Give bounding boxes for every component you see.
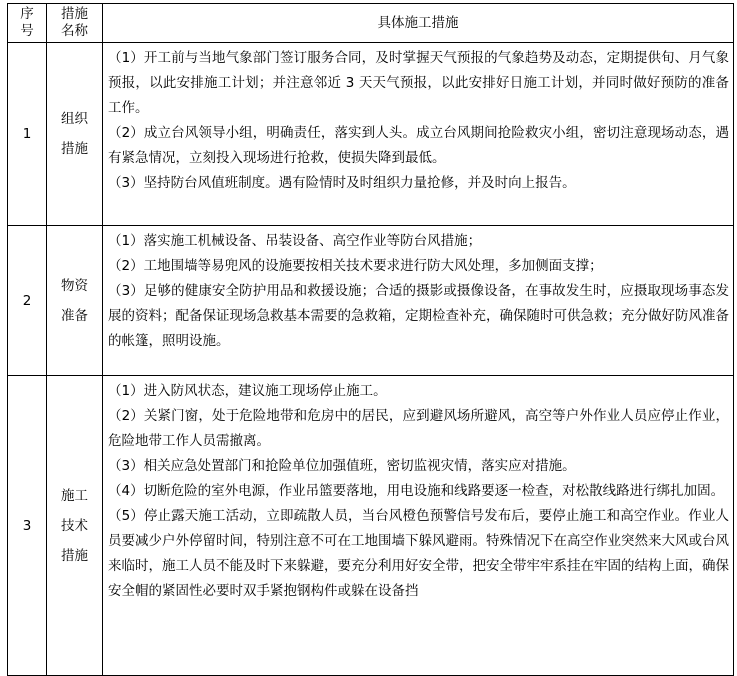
header-row	[8, 4, 734, 43]
row-content	[103, 43, 734, 226]
table-row	[8, 43, 734, 226]
row-category-line: 措施	[61, 141, 88, 157]
measure-item: （1）进入防风状态，建议施工现场停止施工。	[108, 383, 387, 399]
row-category	[47, 376, 103, 676]
measure-item: （1）落实施工机械设备、吊装设备、高空作业等防台风措施；	[108, 233, 482, 249]
row-number: 2	[8, 226, 47, 376]
header-name-line2: 名称	[61, 23, 88, 39]
row-category-line: 准备	[61, 307, 88, 324]
header-content: 具体施工措施	[103, 4, 734, 43]
measure-item: （4）切断危险的室外电源，作业吊篮要落地，用电设施和线路要逐一检查，对松散线路进行绑扎加固。	[108, 483, 725, 499]
row-number: 3	[8, 376, 47, 676]
row-category-line: 物资	[61, 277, 88, 294]
measure-item: （1）开工前与当地气象部门签订服务合同，及时掌握天气预报的气象趋势及动态，定期提供旬、月气象预报，以此安排施工计划；并注意邻近 3 天天气预报，以此安排好日施工计划，并同时做好预防的准备工作。	[108, 50, 729, 116]
header-seq	[8, 4, 47, 43]
row-number: 1	[8, 43, 47, 226]
measure-item: （2）成立台风领导小组，明确责任，落实到人头。成立台风期间抢险救灾小组，密切注意现场动态，遇有紧急情况，立刻投入现场进行抢救，使损失降到最低。	[108, 125, 729, 166]
table-row	[8, 376, 734, 676]
row-content	[103, 376, 734, 676]
row-category-line: 措施	[61, 547, 88, 564]
row-category	[47, 226, 103, 376]
header-name	[47, 4, 103, 43]
measure-item: （3）坚持防台风值班制度。遇有险情时及时组织力量抢修，并及时向上报告。	[108, 175, 576, 191]
measure-item: （2）工地围墙等易兜风的设施要按相关技术要求进行防大风处理，多加侧面支撑；	[108, 258, 603, 274]
header-name-line1: 措施	[61, 6, 88, 22]
row-category-line: 技术	[61, 517, 88, 534]
measure-item: （5）停止露天施工活动，立即疏散人员，当台风橙色预警信号发布后，要停止施工和高空作业。作业人员要减少户外停留时间，特别注意不可在工地围墙下躲风避雨。特殊情况下在高空作业突然来大风或台风来临时，施工人员不能及时下来躲避，要充分利用好安全带，把安全带牢牢系挂在牢固的结构上面，确保安全帽的紧固性必要时双手紧抱钢构件或躲在设备挡	[108, 508, 729, 599]
row-content	[103, 226, 734, 376]
measure-item: （2）关紧门窗，处于危险地带和危房中的居民，应到避风场所避风，高空等户外作业人员应停止作业，危险地带工作人员需撤离。	[108, 408, 729, 449]
table-row	[8, 226, 734, 376]
header-seq-line1: 序	[20, 6, 34, 22]
row-category-line: 组织	[61, 111, 88, 127]
measures-table	[7, 3, 734, 676]
measure-item: （3）足够的健康安全防护用品和救援设施；合适的摄影或摄像设备，在事故发生时，应摄取现场事态发展的资料；配备保证现场急救基本需要的急救箱，定期检查补充，确保随时可供急救；充分做好防风准备的帐篷，照明设施。	[108, 283, 729, 349]
row-category	[47, 43, 103, 226]
measure-item: （3）相关应急处置部门和抢险单位加强值班，密切监视灾情，落实应对措施。	[108, 458, 576, 474]
header-seq-line2: 号	[20, 23, 34, 39]
row-category-line: 施工	[61, 487, 88, 504]
